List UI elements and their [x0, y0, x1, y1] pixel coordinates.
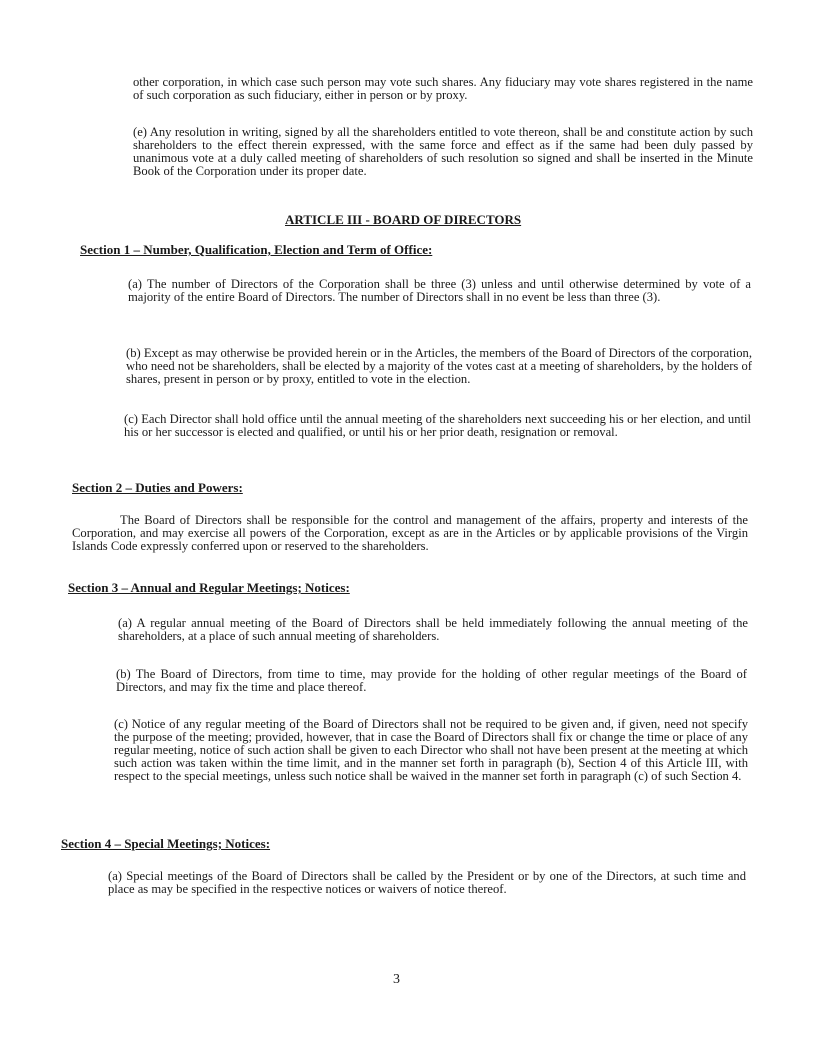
article-title: ARTICLE III - BOARD OF DIRECTORS	[285, 212, 522, 227]
section-2-paragraph: The Board of Directors shall be responsible for the control and management of the affairs, property and interests of the Corporation, and may exercise all powers of the Corporation, except as are in the Articles or by applicable provisions of the Virgin Islands Code expressly conferred upon or reserved to the shareholders.	[72, 513, 748, 553]
intro-paragraph-e: (e) Any resolution in writing, signed by all the shareholders entitled to vote thereon, shall be and constitute action by such shareholders to the effect therein expressed, with the same force and effect as if the same had been duly passed by unanimous vote at a duly called meeting of shareholders of such resolution so signed and shall be inserted in the Minute Book of the Corporation under its proper date.	[133, 125, 753, 178]
section-3-paragraph-c: (c) Notice of any regular meeting of the Board of Directors shall not be required to be given and, if given, need not specify the purpose of the meeting; provided, however, that in case the Board of Directors shall fix or change the time or place of any regular meeting, notice of such action shall be given to each Director who shall not have been present at the meeting at which such action was taken within the time limit, and in the manner set forth in paragraph (b), Section 4 of this Article III, with respect to the special meetings, unless such notice shall be waived in the manner set forth in paragraph (c) of such Section 4.	[114, 717, 748, 783]
section-1-paragraph-c: (c) Each Director shall hold office until the annual meeting of the shareholders next succeeding his or her election, and until his or her successor is elected and qualified, or until his or her prior death, resignation or removal.	[124, 412, 751, 439]
section-2-heading: Section 2 – Duties and Powers:	[72, 480, 243, 495]
section-3-paragraph-a: (a) A regular annual meeting of the Board of Directors shall be held immediately following the annual meeting of the shareholders, at a place of such annual meeting of shareholders.	[118, 616, 748, 643]
section-3-heading: Section 3 – Annual and Regular Meetings; Notices:	[68, 580, 350, 595]
section-4-paragraph-a: (a) Special meetings of the Board of Directors shall be called by the President or by one of the Directors, at such time and place as may be specified in the respective notices or waivers of notice thereof.	[108, 869, 746, 896]
section-1-paragraph-b: (b) Except as may otherwise be provided herein or in the Articles, the members of the Board of Directors of the corporation, who need not be shareholders, shall be elected by a majority of the votes cast at a meeting of shareholders, by the holders of shares, present in person or by proxy, entitled to vote in the election.	[126, 346, 752, 386]
section-1-heading: Section 1 – Number, Qualification, Election and Term of Office:	[80, 242, 433, 257]
intro-paragraph: other corporation, in which case such person may vote such shares. Any fiduciary may vote shares registered in the name of such corporation as such fiduciary, either in person or by proxy.	[133, 75, 753, 102]
section-4-heading: Section 4 – Special Meetings; Notices:	[61, 836, 271, 851]
section-1-paragraph-a: (a) The number of Directors of the Corporation shall be three (3) unless and until otherwise determined by vote of a majority of the entire Board of Directors. The number of Directors shall in no event be less than three (3).	[128, 277, 751, 304]
section-3-paragraph-b: (b) The Board of Directors, from time to time, may provide for the holding of other regular meetings of the Board of Directors, and may fix the time and place thereof.	[116, 667, 747, 694]
page-number: 3	[393, 972, 400, 987]
